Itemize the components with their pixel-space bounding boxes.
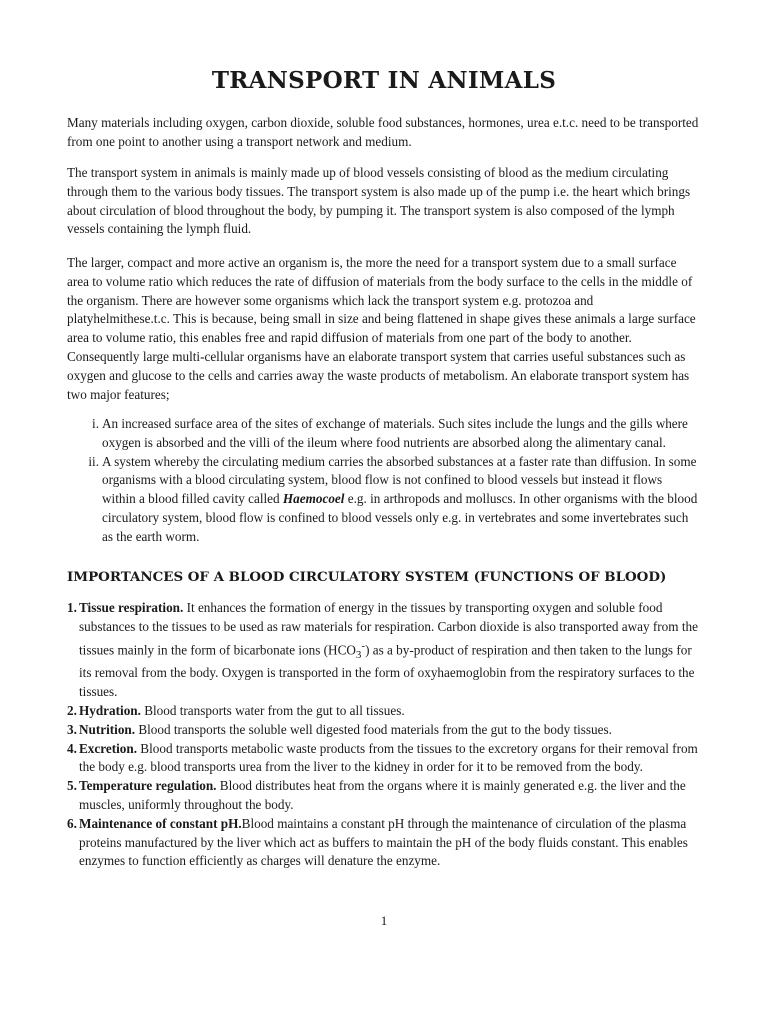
function-term: Nutrition. [79,721,136,737]
text-segment: Blood maintains a constant pH through the maintenance of circulation of the plasma proteins manufactured by the liver which act as buffers to maintain the pH of the body fluids constant. This enables enzymes to function efficiently as charges will denature the enzyme. [79,815,688,869]
list-item [67,415,699,453]
list-item [67,740,707,778]
function-term: Hydration. [79,703,141,719]
list-item-text [102,454,697,544]
text-segment: It enhances the formation of energy in the tissues by transporting oxygen and soluble food substances to the tissues to be used as raw materials for respiration. Carbon dioxide is also transported away from the tissues mainly in the form of bicarbonate ions (HCO [79,600,698,657]
text-segment: ) as a by-product of respiration and then taken to the lungs for its removal from the body. Oxygen is transported in the form of oxyhaemoglobin from the respiratory surfaces to the tissues. [79,641,695,700]
list-item [67,453,699,547]
text-segment: Blood transports metabolic waste products from the tissues to the excretory organs for their removal from the body e.g. blood transports urea from the liver to the kidney in order for it to be removed from the body. [79,740,698,775]
list-marker: i. [92,416,99,431]
function-term: Maintenance of constant pH. [79,815,242,831]
text-segment: e.g. in arthropods and molluscs. In other organisms with the blood circulatory system, blood flow is confined to blood vessels only e.g. in vertebrates and some invertebrates such as the earth worm. [102,491,698,544]
list-item [67,599,707,702]
list-item [67,777,707,815]
superscript: - [361,639,366,652]
features-list [67,415,699,547]
list-number: 5. [67,778,77,794]
subscript: 3 [355,648,362,661]
text-segment: Blood distributes heat from the organs where it is mainly generated e.g. the liver and the muscles, uniformly throughout the body. [79,778,686,812]
intro-paragraph: Many materials including oxygen, carbon dioxide, soluble food substances, hormones, urea e.t.c. need to be transported from one point to another using a transport network and medium. [67,115,699,149]
list-number: 2. [67,703,77,719]
list-item-text: An increased surface area of the sites of exchange of materials. Such sites include the lungs and the gills where oxygen is absorbed and the villi of the ileum where food nutrients are absorbed along the alimentary canal. [102,416,688,450]
page-number: 1 [380,913,388,928]
text-segment: Blood transports water from the gut to all tissues. [140,703,405,719]
function-term: Tissue respiration. [79,600,184,615]
functions-list [67,599,707,871]
list-number: 6. [67,815,77,831]
list-item [67,702,707,721]
function-term: Temperature regulation. [79,778,217,794]
page-title: TRANSPORT IN ANIMALS [211,67,557,94]
text-segment: A system whereby the circulating medium carries the absorbed substances at a faster rate than diffusion. In some organisms with a blood circulating system, blood flow is not confined to blood vessels but instead it flows within a blood filled cavity called [102,453,697,507]
section-heading: IMPORTANCES OF A BLOOD CIRCULATORY SYSTEM (FUNCTIONS OF BLOOD) [67,569,667,585]
list-number: 1. [67,600,77,615]
text-segment: Blood transports the soluble well digested food materials from the gut to the body tissues. [135,721,612,737]
list-marker: ii. [88,453,99,469]
list-item [67,815,707,871]
organism-size-paragraph: The larger, compact and more active an organism is, the more the need for a transport system due to a small surface area to volume ratio which reduces the rate of diffusion of materials from the body surface to the cells in the middle of the organism. There are however some organisms which lack the transport system e.g. protozoa and platyhelmithese.t.c. This is because, being small in size and being flattened in shape gives these animals a large surface area to volume ratio, this enables free and rapid diffusion of materials from one part of the body to another. Consequently large multi-cellular organisms have an elaborate transport system that carries useful substances such as oxygen and glucose to the cells and carries away the waste products of metabolism. An elaborate transport system has two major features; [67,255,696,402]
emphasis-term: Haemocoel [282,491,345,507]
function-term: Excretion. [79,740,137,756]
list-item [67,721,707,740]
list-number: 3. [67,721,77,737]
list-number: 4. [67,740,77,756]
transport-system-paragraph: The transport system in animals is mainly made up of blood vessels consisting of blood as the medium circulating through them to the various body tissues. The transport system is also made up of the pump i.e. the heart which brings about circulation of blood throughout the body, by pumping it. The transport system is also composed of the lymph vessels containing the lymph fluid. [67,165,691,237]
